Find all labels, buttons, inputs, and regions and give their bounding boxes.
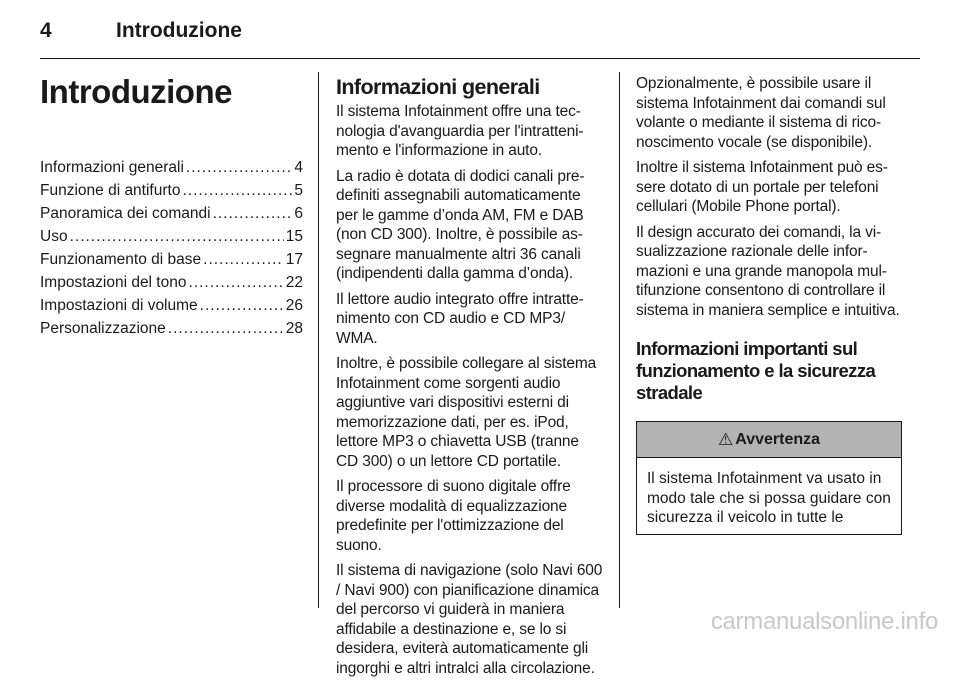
header-rule xyxy=(40,58,920,59)
body-paragraph: Il lettore audio integrato offre intrattenimento con CD audio e CD MP3/ WMA. xyxy=(336,290,584,347)
toc-dot-leader xyxy=(188,271,283,294)
column-divider xyxy=(619,72,620,608)
toc-entry-label: Funzione di antifurto xyxy=(40,182,181,199)
toc-dot-leader xyxy=(186,156,292,179)
toc-entry[interactable] xyxy=(40,294,303,317)
toc-entry-page: 4 xyxy=(294,159,303,176)
warning-box xyxy=(636,421,902,535)
toc-entry-label: Personalizzazione xyxy=(40,320,166,337)
subsection-title: Informazioni importanti sul funzionamento e la sicurezza stradale xyxy=(636,338,876,403)
section-title: Informazioni generali xyxy=(336,75,540,99)
toc-entry-label: Funzionamento di base xyxy=(40,251,202,268)
toc-column xyxy=(40,72,303,340)
toc-entry-page: 17 xyxy=(285,251,303,268)
toc-entry-label: Impostazioni di volume xyxy=(40,297,198,314)
body-paragraph: Inoltre il sistema Infotainment può essere dotato di un portale per telefoni cellulari (Mobile Phone portal). xyxy=(636,159,888,215)
body-paragraph: Il design accurato dei comandi, la visualizzazione razionale delle informazioni e una grande manopola multifunzione consentono di controllare il sistema in maniera semplice e intuitiva. xyxy=(636,223,900,319)
toc-entry-page: 28 xyxy=(285,320,303,337)
warning-header xyxy=(637,422,901,458)
toc-entry[interactable] xyxy=(40,225,303,248)
toc-entry[interactable] xyxy=(40,317,303,340)
warning-text: Il sistema Infotainment va usato in modo tale che si possa guidare con sicurezza il veicolo in tutte le xyxy=(647,470,891,526)
body-paragraph: La radio è dotata di dodici canali predefiniti assegnabili automaticamente per le gamme d’onda AM, FM e DAB (non CD 300). Inoltre, è possibile assegnare manualmente altri 36 canali (indipendenti dalla gamma d’onda). xyxy=(336,167,585,282)
toc-entry-label: Uso xyxy=(40,228,68,245)
toc-entry-page: 26 xyxy=(285,297,303,314)
warning-triangle-icon: ⚠ xyxy=(717,429,734,449)
text-column-middle xyxy=(336,74,604,684)
toc-entry[interactable] xyxy=(40,248,303,271)
body-paragraph: Inoltre, è possibile collegare al sistema Infotainment come sorgenti audio aggiuntive vari dispositivi esterni di memorizzazione dati, per es. iPod, lettore MP3 o chiavetta USB (tranne CD 300) o un lettore CD portatile. xyxy=(336,355,597,470)
body-paragraph: Il processore di suono digitale offre diverse modalità di equalizzazione predefinite per l'ottimizzazione del suono. xyxy=(336,478,571,554)
chapter-title: Introduzione xyxy=(40,73,232,110)
watermark: carmanualsonline.info xyxy=(710,608,938,635)
toc-entry-page: 6 xyxy=(294,205,303,222)
toc-dot-leader xyxy=(200,294,284,317)
table-of-contents xyxy=(40,156,303,340)
toc-dot-leader xyxy=(182,179,292,202)
toc-entry[interactable] xyxy=(40,179,303,202)
running-header-title: Introduzione xyxy=(116,19,242,42)
body-paragraph: Il sistema Infotainment offre una tecnologia d'avanguardia per l'intrattenimento e l'informazione in auto. xyxy=(336,103,584,159)
toc-dot-leader xyxy=(213,202,293,225)
page-number: 4 xyxy=(40,19,52,42)
toc-entry-page: 22 xyxy=(285,274,303,291)
toc-dot-leader xyxy=(203,248,284,271)
toc-dot-leader xyxy=(168,317,284,340)
toc-entry-page: 15 xyxy=(285,228,303,245)
text-column-right xyxy=(636,74,904,535)
toc-dot-leader xyxy=(70,225,284,248)
toc-entry-label: Panoramica dei comandi xyxy=(40,205,211,222)
toc-entry-page: 5 xyxy=(294,182,303,199)
warning-title: Avvertenza xyxy=(735,430,821,448)
toc-entry-label: Impostazioni del tono xyxy=(40,274,187,291)
toc-entry[interactable] xyxy=(40,271,303,294)
column-divider xyxy=(318,72,319,608)
toc-entry[interactable] xyxy=(40,202,303,225)
toc-entry[interactable] xyxy=(40,156,303,179)
toc-entry-label: Informazioni generali xyxy=(40,159,184,176)
body-paragraph: Il sistema di navigazione (solo Navi 600 / Navi 900) con pianificazione dinamica del percorso vi guiderà in maniera affidabile a destinazione e, se lo si desidera, eviterà automaticamente gli ingorghi e altri intralci alla circolazione. xyxy=(336,562,603,677)
body-paragraph: Opzionalmente, è possibile usare il sistema Infotainment dai comandi sul volante o mediante il sistema di riconoscimento vocale (se disponibile). xyxy=(636,75,886,151)
